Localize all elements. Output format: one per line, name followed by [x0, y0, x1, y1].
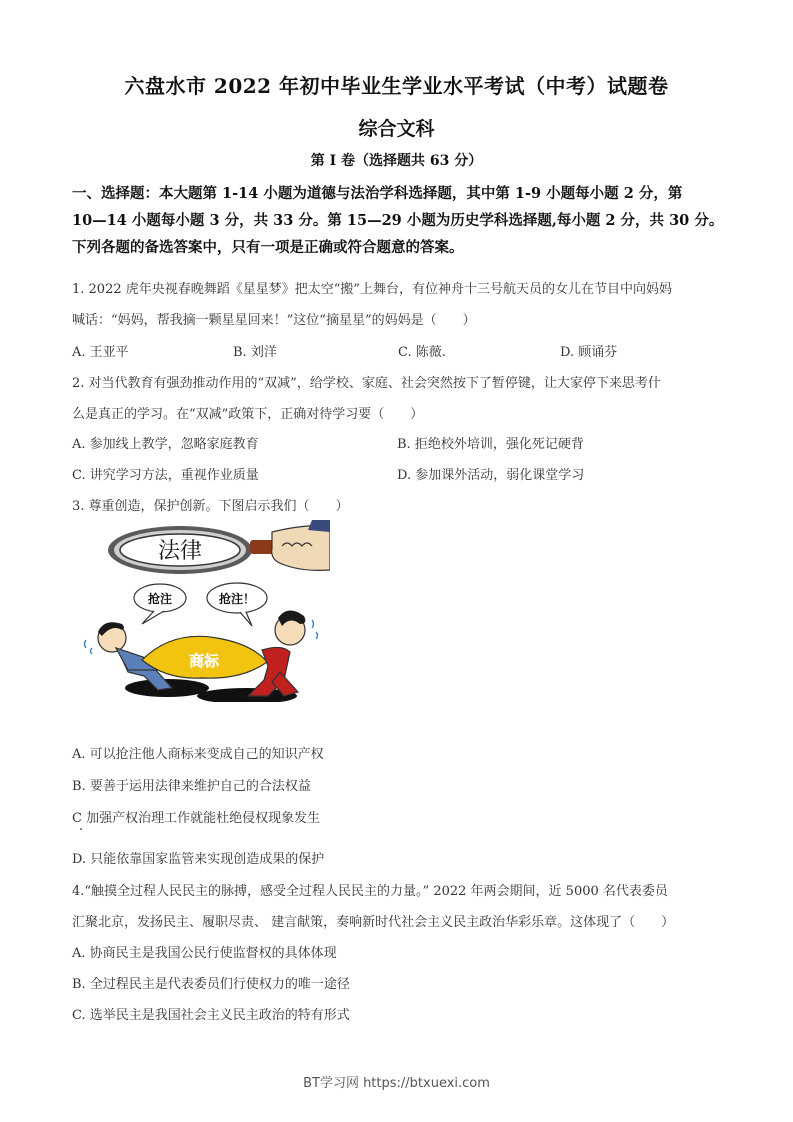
- exam-subject: 综合文科: [358, 118, 435, 140]
- svg-text:抢注: 抢注: [147, 592, 173, 606]
- watermark-footer: BT学习网 https://btxuexi.com: [303, 1076, 490, 1091]
- q1-option-b: B. 刘洋: [233, 345, 277, 360]
- q3-option-b: B. 要善于运用法律来维护自己的合法权益: [72, 779, 311, 794]
- q4-option-a: A. 协商民主是我国公民行使监督权的具体体现: [72, 946, 337, 961]
- scan-speck: [80, 828, 82, 830]
- q3-stem-line-1: 3. 尊重创造，保护创新。下图启示我们（ ）: [72, 499, 349, 514]
- q2-option-c: C. 讲究学习方法，重视作业质量: [72, 468, 259, 483]
- instructions-line-1: 一、选择题：本大题第 1-14 小题为道德与法治学科选择题，其中第 1-9 小题每小题 2 分，第: [72, 185, 683, 202]
- part-heading: 第 I 卷（选择题共 63 分）: [310, 153, 483, 169]
- q1-option-d: D. 顾诵芬: [560, 345, 618, 360]
- q1-option-c: C. 陈薇.: [398, 345, 446, 360]
- q3-option-d: D. 只能依靠国家监管来实现创造成果的保护: [72, 852, 325, 867]
- q2-option-b: B. 拒绝校外培训，强化死记硬背: [397, 437, 584, 452]
- q4-stem-line-1: 4.“触摸全过程人民民主的脉搏，感受全过程人民民主的力量。” 2022 年两会期间，近 5000 名代表委员: [72, 884, 668, 899]
- q1-option-a: A. 王亚平: [72, 345, 129, 360]
- q1-stem-line-2: 喊话：“妈妈，帮我摘一颗星星回来！”这位“摘星星”的妈妈是（ ）: [72, 313, 476, 328]
- q4-option-b: B. 全过程民主是代表委员们行使权力的唯一途径: [72, 977, 350, 992]
- exam-title: 六盘水市 2022 年初中毕业生学业水平考试（中考）试题卷: [124, 74, 669, 98]
- svg-text:抢注！: 抢注！: [218, 592, 256, 606]
- svg-text:商标: 商标: [188, 652, 220, 670]
- q2-stem-line-2: 么是真正的学习。在“双减”政策下，正确对待学习要（ ）: [72, 407, 424, 422]
- q4-option-c: C. 选举民主是我国社会主义民主政治的特有形式: [72, 1008, 350, 1023]
- q1-stem-line-1: 1. 2022 虎年央视春晚舞蹈《星星梦》把太空“搬”上舞台，有位神舟十三号航天员的女儿在节目中向妈妈: [72, 282, 673, 297]
- q3-option-a: A. 可以抢注他人商标来变成自己的知识产权: [72, 747, 324, 762]
- q2-stem-line-1: 2. 对当代教育有强劲推动作用的“双减”，给学校、家庭、社会突然按下了暂停键，让大家停下来思考什: [72, 376, 661, 391]
- instructions-line-3: 下列各题的备选答案中，只有一项是正确或符合题意的答案。: [72, 239, 464, 256]
- magnifier-label: 法律: [157, 539, 203, 564]
- trademark-cartoon-image: [72, 520, 330, 702]
- q2-option-a: A. 参加线上教学，忽略家庭教育: [72, 437, 259, 452]
- q3-option-c: C 加强产权治理工作就能杜绝侵权现象发生: [72, 811, 321, 826]
- q2-option-d: D. 参加课外活动，弱化课堂学习: [397, 468, 585, 483]
- q4-stem-line-2: 汇聚北京，发扬民主、履职尽责、 建言献策，奏响新时代社会主义民主政治华彩乐章。这体现了（ ）: [72, 915, 675, 930]
- instructions-line-2: 10—14 小题每小题 3 分，共 33 分。第 15—29 小题为历史学科选择题,每小题 2 分，共 30 分。: [72, 212, 724, 229]
